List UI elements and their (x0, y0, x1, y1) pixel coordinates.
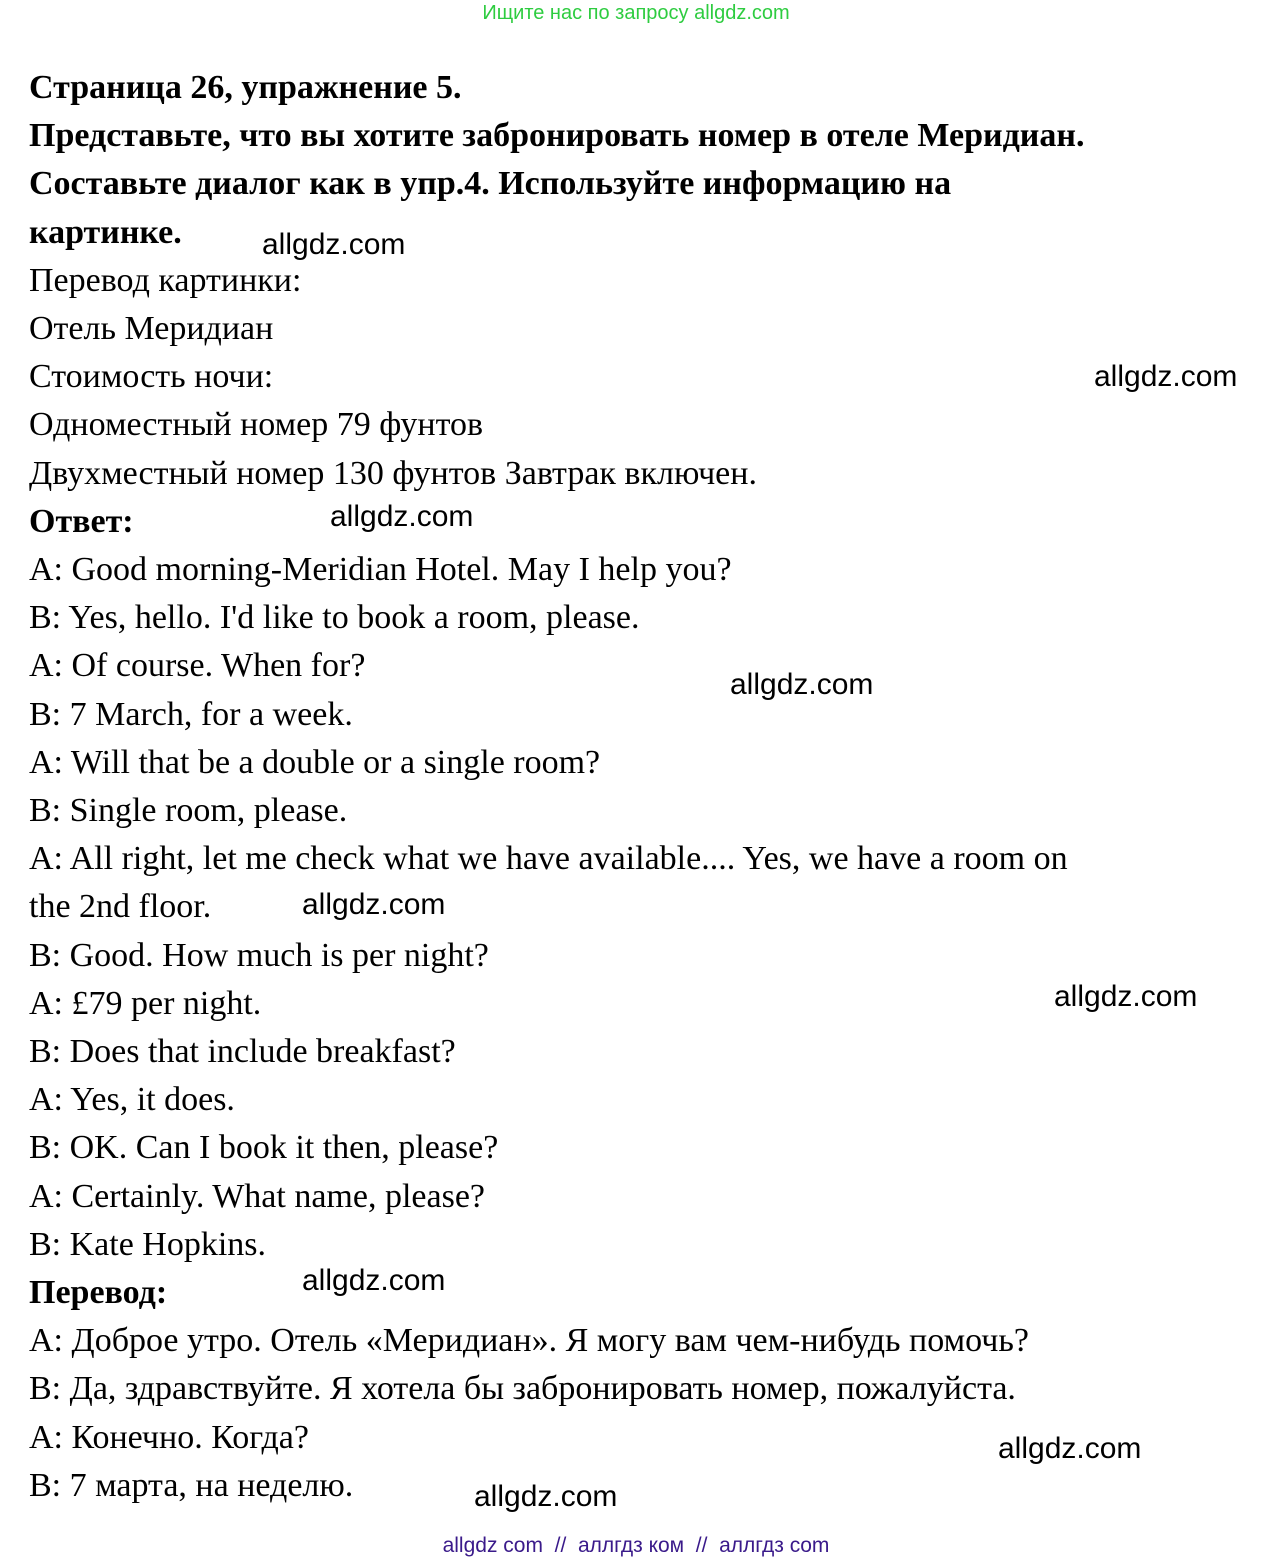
document-body (29, 64, 1259, 1510)
dialogue-line: B: Does that include breakfast? (29, 1033, 456, 1071)
translation-heading: Перевод: (29, 1274, 168, 1312)
dialogue-line: A: Of course. When for? (29, 647, 366, 685)
watermark: allgdz.com (474, 1480, 618, 1513)
watermark: allgdz.com (330, 500, 474, 533)
header-banner: Ищите нас по запросу allgdz.com (482, 2, 790, 24)
translation-line: A: Конечно. Когда? (29, 1418, 309, 1456)
watermark: allgdz.com (302, 1264, 446, 1297)
translation-line: B: 7 марта, на неделю. (29, 1466, 354, 1504)
dialogue-line: A: Certainly. What name, please? (29, 1177, 485, 1215)
picture-translation-line: Отель Меридиан (29, 310, 274, 348)
picture-translation-line: Стоимость ночи: (29, 358, 274, 396)
dialogue-line: B: Yes, hello. I'd like to book a room, please. (29, 599, 640, 637)
answer-heading: Ответ: (29, 502, 134, 540)
footer-links: allgdz com // аллгдз ком // аллгдз com (442, 1534, 830, 1557)
title-line: Составьте диалог как в упр.4. Используйте информацию на (29, 165, 952, 203)
watermark: allgdz.com (1094, 360, 1238, 393)
watermark: allgdz.com (730, 668, 874, 701)
watermark: allgdz.com (998, 1432, 1142, 1465)
picture-translation-line: Двухместный номер 130 фунтов Завтрак включен. (29, 454, 757, 492)
picture-translation-line: Перевод картинки: (29, 261, 302, 299)
watermark: allgdz.com (262, 228, 406, 261)
title-line: Страница 26, упражнение 5. (29, 69, 462, 106)
translation-line: A: Доброе утро. Отель «Меридиан». Я могу вам чем-нибудь помочь? (29, 1322, 1029, 1360)
title-line: картинке. (29, 213, 182, 251)
watermark: allgdz.com (1054, 980, 1198, 1013)
dialogue-line: B: Single room, please. (29, 792, 348, 830)
dialogue-line: A: Yes, it does. (29, 1081, 235, 1119)
dialogue-line: B: Good. How much is per night? (29, 936, 489, 974)
translation-line: B: Да, здравствуйте. Я хотела бы забронировать номер, пожалуйста. (29, 1370, 1016, 1408)
dialogue-line: A: Will that be a double or a single room? (29, 743, 601, 781)
watermark: allgdz.com (302, 888, 446, 921)
dialogue-line: A: All right, let me check what we have available.... Yes, we have a room on (29, 840, 1068, 878)
dialogue-line: A: £79 per night. (29, 984, 262, 1022)
dialogue-line: A: Good morning-Meridian Hotel. May I help you? (29, 551, 732, 589)
dialogue-line: the 2nd floor. (29, 888, 212, 926)
dialogue-line: B: OK. Can I book it then, please? (29, 1129, 499, 1167)
picture-translation-line: Одноместный номер 79 фунтов (29, 406, 484, 444)
dialogue-line: B: 7 March, for a week. (29, 695, 353, 733)
title-line: Представьте, что вы хотите забронировать номер в отеле Меридиан. (29, 117, 1085, 155)
dialogue-line: B: Kate Hopkins. (29, 1225, 267, 1263)
